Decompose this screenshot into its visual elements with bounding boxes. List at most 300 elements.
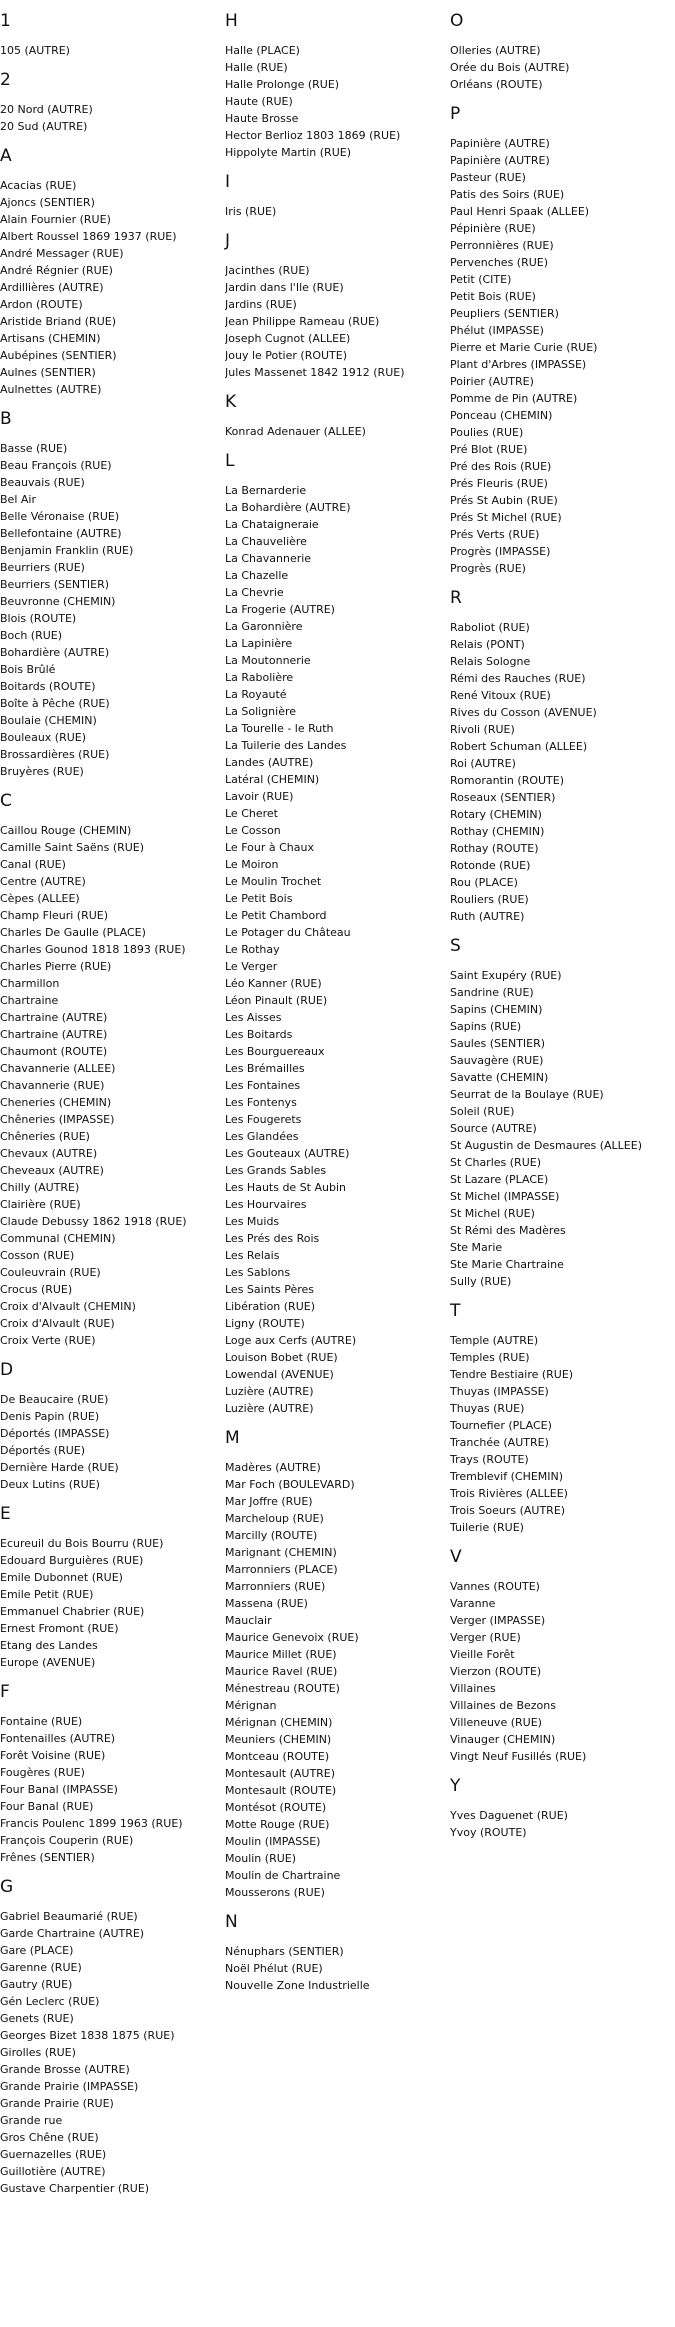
street-item[interactable]: Motte Rouge (RUE) [225,1818,330,1831]
street-item[interactable]: La Tourelle - le Ruth [225,722,334,735]
street-item[interactable]: Pré des Rois (RUE) [450,460,552,473]
street-item[interactable]: Les Grands Sables [225,1164,327,1177]
street-item[interactable]: Chartraine [0,994,59,1007]
street-item[interactable]: Vieille Forêt [450,1648,515,1661]
street-item[interactable]: Le Verger [225,960,278,973]
street-item[interactable]: La Frogerie (AUTRE) [225,603,335,616]
street-item[interactable]: Plant d'Arbres (IMPASSE) [450,358,587,371]
street-item[interactable]: Deux Lutins (RUE) [0,1478,100,1491]
street-item[interactable]: Les Glandées [225,1130,299,1143]
street-item[interactable]: Les Sablons [225,1266,291,1279]
street-item[interactable]: La Bernarderie [225,484,307,497]
street-item[interactable]: Les Fontenys [225,1096,297,1109]
street-item[interactable]: Maurice Ravel (RUE) [225,1665,338,1678]
street-item[interactable]: Jules Massenet 1842 1912 (RUE) [225,366,405,379]
street-item[interactable]: Moulin (RUE) [225,1852,297,1865]
street-item[interactable]: Halle (PLACE) [225,44,300,57]
street-item[interactable]: Petit (CITE) [450,273,512,286]
street-item[interactable]: Savatte (CHEMIN) [450,1071,549,1084]
street-item[interactable]: La Chazelle [225,569,289,582]
street-item[interactable]: Le Moulin Trochet [225,875,322,888]
street-item[interactable]: Aulnettes (AUTRE) [0,383,102,396]
street-item[interactable]: Relais Sologne [450,655,531,668]
street-item[interactable]: Four Banal (IMPASSE) [0,1783,118,1796]
street-item[interactable]: Trois Rivières (ALLEE) [450,1487,568,1500]
street-item[interactable]: Orléans (ROUTE) [450,78,543,91]
street-item[interactable]: Cheveaux (AUTRE) [0,1164,104,1177]
street-item[interactable]: Ernest Fromont (RUE) [0,1622,119,1635]
street-item[interactable]: Seurrat de la Boulaye (RUE) [450,1088,604,1101]
street-item[interactable]: Latéral (CHEMIN) [225,773,320,786]
street-item[interactable]: Emile Petit (RUE) [0,1588,94,1601]
street-item[interactable]: Mérignan [225,1699,277,1712]
street-item[interactable]: Le Petit Bois [225,892,293,905]
street-item[interactable]: Les Muids [225,1215,280,1228]
street-item[interactable]: Jean Philippe Rameau (RUE) [225,315,380,328]
street-item[interactable]: Marignant (CHEMIN) [225,1546,337,1559]
street-item[interactable]: La Rabolière [225,671,294,684]
street-item[interactable]: Maurice Genevoix (RUE) [225,1631,359,1644]
street-item[interactable]: Ajoncs (SENTIER) [0,196,95,209]
street-item[interactable]: Le Moiron [225,858,279,871]
street-item[interactable]: Robert Schuman (ALLEE) [450,740,588,753]
street-item[interactable]: Etang des Landes [0,1639,98,1652]
street-item[interactable]: La Lapinière [225,637,293,650]
street-item[interactable]: Chavannerie (RUE) [0,1079,105,1092]
street-item[interactable]: Rivoli (RUE) [450,723,515,736]
street-item[interactable]: Pasteur (RUE) [450,171,526,184]
street-item[interactable]: La Solignière [225,705,297,718]
street-item[interactable]: Emmanuel Chabrier (RUE) [0,1605,145,1618]
street-item[interactable]: Montésot (ROUTE) [225,1801,327,1814]
street-item[interactable]: Le Potager du Château [225,926,351,939]
street-item[interactable]: Pépinière (RUE) [450,222,536,235]
street-item[interactable]: Edouard Burguières (RUE) [0,1554,144,1567]
street-item[interactable]: Pomme de Pin (AUTRE) [450,392,578,405]
street-item[interactable]: Jouy le Potier (ROUTE) [225,349,348,362]
street-item[interactable]: Europe (AVENUE) [0,1656,96,1669]
street-item[interactable]: Brossardières (RUE) [0,748,110,761]
letter-section [0,408,222,780]
street-item[interactable]: Chevaux (AUTRE) [0,1147,98,1160]
street-item[interactable]: Sapins (CHEMIN) [450,1003,543,1016]
street-item[interactable]: Claude Debussy 1862 1918 (RUE) [0,1215,187,1228]
street-item[interactable]: Mauclair [225,1614,272,1627]
street-item[interactable]: La Chauvelière [225,535,307,548]
street-item[interactable]: Pervenches (RUE) [450,256,549,269]
street-item[interactable]: Guernazelles (RUE) [0,2148,107,2161]
street-item[interactable]: Soleil (RUE) [450,1105,515,1118]
street-item[interactable]: Sully (RUE) [450,1275,512,1288]
street-item[interactable]: Ste Marie [450,1241,503,1254]
street-item[interactable]: St Michel (RUE) [450,1207,535,1220]
street-item[interactable]: Rothay (CHEMIN) [450,825,545,838]
street-item[interactable]: Bois Brûlé [0,663,56,676]
street-item[interactable]: Genets (RUE) [0,2012,74,2025]
street-item[interactable]: Les Saints Pères [225,1283,315,1296]
street-item[interactable]: St Lazare (PLACE) [450,1173,549,1186]
street-item[interactable]: Noël Phélut (RUE) [225,1962,323,1975]
street-item[interactable]: Aubépines (SENTIER) [0,349,117,362]
street-item[interactable]: La Moutonnerie [225,654,311,667]
street-item[interactable]: Poirier (AUTRE) [450,375,534,388]
street-item[interactable]: Emile Dubonnet (RUE) [0,1571,123,1584]
street-item[interactable]: Les Boitards [225,1028,293,1041]
street-item[interactable]: Caillou Rouge (CHEMIN) [0,824,132,837]
street-item[interactable]: Ardon (ROUTE) [0,298,83,311]
street-item[interactable]: Relais (PONT) [450,638,525,651]
street-item[interactable]: Le Cosson [225,824,281,837]
street-item[interactable]: Saint Exupéry (RUE) [450,969,562,982]
street-item[interactable]: 20 Nord (AUTRE) [0,103,93,116]
street-item[interactable]: Bellefontaine (AUTRE) [0,527,122,540]
street-item[interactable]: Croix Verte (RUE) [0,1334,96,1347]
street-item[interactable]: St Rémi des Madères [450,1224,566,1237]
street-item[interactable]: Konrad Adenauer (ALLEE) [225,425,366,438]
street-item[interactable]: Couleuvrain (RUE) [0,1266,101,1279]
street-item[interactable]: Charles Gounod 1818 1893 (RUE) [0,943,186,956]
street-item[interactable]: Raboliot (RUE) [450,621,530,634]
street-item[interactable]: Chartraine (AUTRE) [0,1011,108,1024]
street-item[interactable]: Beuvronne (CHEMIN) [0,595,116,608]
street-item[interactable]: Prés St Aubin (RUE) [450,494,558,507]
street-item[interactable]: Fontaine (RUE) [0,1715,83,1728]
street-item[interactable]: La Chataigneraie [225,518,319,531]
street-item[interactable]: Les Gouteaux (AUTRE) [225,1147,350,1160]
street-item[interactable]: Verger (RUE) [450,1631,521,1644]
street-item[interactable]: Marcheloup (RUE) [225,1512,324,1525]
street-item[interactable]: Chêneries (IMPASSE) [0,1113,115,1126]
street-item[interactable]: Denis Papin (RUE) [0,1410,100,1423]
street-item[interactable]: Ste Marie Chartraine [450,1258,564,1271]
street-item[interactable]: Francis Poulenc 1899 1963 (RUE) [0,1817,183,1830]
street-item[interactable]: Landes (AUTRE) [225,756,314,769]
street-item[interactable]: Olleries (AUTRE) [450,44,541,57]
street-item[interactable]: Marronniers (PLACE) [225,1563,338,1576]
street-item[interactable]: La Bohardière (AUTRE) [225,501,351,514]
street-item[interactable]: Benjamin Franklin (RUE) [0,544,134,557]
street-item[interactable]: Lowendal (AVENUE) [225,1368,334,1381]
street-item[interactable]: Peupliers (SENTIER) [450,307,559,320]
street-item[interactable]: Thuyas (RUE) [450,1402,525,1415]
street-item[interactable]: Gautry (RUE) [0,1978,73,1991]
street-item[interactable]: Pré Blot (RUE) [450,443,528,456]
street-item[interactable]: Maurice Millet (RUE) [225,1648,337,1661]
street-item[interactable]: Jardins (RUE) [225,298,297,311]
street-item[interactable]: Papinière (AUTRE) [450,154,550,167]
street-item[interactable]: Boitards (ROUTE) [0,680,96,693]
street-item[interactable]: Four Banal (RUE) [0,1800,94,1813]
street-item[interactable]: Grande Brosse (AUTRE) [0,2063,130,2076]
street-item[interactable]: Pierre et Marie Curie (RUE) [450,341,598,354]
street-item[interactable]: Charmillon [0,977,60,990]
street-item[interactable]: Phélut (IMPASSE) [450,324,544,337]
street-item[interactable]: Yvoy (ROUTE) [450,1826,527,1839]
letter-section [0,1876,222,2197]
street-item[interactable]: Cèpes (ALLEE) [0,892,80,905]
street-item[interactable]: Garde Chartraine (AUTRE) [0,1927,145,1940]
street-item[interactable]: Madères (AUTRE) [225,1461,321,1474]
street-item[interactable]: Camille Saint Saëns (RUE) [0,841,145,854]
street-item[interactable]: Massena (RUE) [225,1597,308,1610]
street-item[interactable]: Yves Daguenet (RUE) [450,1809,568,1822]
street-item[interactable]: Boulaie (CHEMIN) [0,714,97,727]
street-item[interactable]: Jardin dans l'Ile (RUE) [225,281,344,294]
street-item[interactable]: Vannes (ROUTE) [450,1580,540,1593]
street-item[interactable]: Léo Kanner (RUE) [225,977,322,990]
street-item[interactable]: Trois Soeurs (AUTRE) [450,1504,566,1517]
street-item[interactable]: Villeneuve (RUE) [450,1716,542,1729]
street-item[interactable]: Moulin de Chartraine [225,1869,341,1882]
street-item[interactable]: La Tuilerie des Landes [225,739,347,752]
street-item[interactable]: Libération (RUE) [225,1300,315,1313]
street-item[interactable]: Papinière (AUTRE) [450,137,550,150]
street-item[interactable]: Rou (PLACE) [450,876,518,889]
street-item[interactable]: Croix d'Alvault (RUE) [0,1317,115,1330]
street-item[interactable]: Orée du Bois (AUTRE) [450,61,570,74]
street-item[interactable]: 20 Sud (AUTRE) [0,120,88,133]
street-item[interactable]: Perronnières (RUE) [450,239,554,252]
street-item[interactable]: Grande Prairie (RUE) [0,2097,114,2110]
street-item[interactable]: Rotonde (RUE) [450,859,531,872]
street-item[interactable]: Jacinthes (RUE) [225,264,310,277]
street-item[interactable]: Mérignan (CHEMIN) [225,1716,333,1729]
street-item[interactable]: Georges Bizet 1838 1875 (RUE) [0,2029,175,2042]
street-item[interactable]: Sandrine (RUE) [450,986,534,999]
street-item[interactable]: Rothay (ROUTE) [450,842,539,855]
street-item[interactable]: Cosson (RUE) [0,1249,75,1262]
street-item[interactable]: Vierzon (ROUTE) [450,1665,542,1678]
street-item[interactable]: Varanne [450,1597,496,1610]
street-item[interactable]: Chêneries (RUE) [0,1130,90,1143]
street-item[interactable]: Rotary (CHEMIN) [450,808,542,821]
street-item[interactable]: Blois (ROUTE) [0,612,77,625]
street-item[interactable]: Tremblevif (CHEMIN) [450,1470,564,1483]
street-item[interactable]: Source (AUTRE) [450,1122,537,1135]
street-item[interactable]: Communal (CHEMIN) [0,1232,116,1245]
street-item[interactable]: Fougères (RUE) [0,1766,85,1779]
street-item[interactable]: Le Petit Chambord [225,909,327,922]
street-item[interactable]: Sauvagère (RUE) [450,1054,544,1067]
street-item[interactable]: Canal (RUE) [0,858,66,871]
street-item[interactable]: Tournefier (PLACE) [450,1419,552,1432]
street-item[interactable]: Grande Prairie (IMPASSE) [0,2080,139,2093]
street-item[interactable]: Charles De Gaulle (PLACE) [0,926,146,939]
street-item[interactable]: Ruth (AUTRE) [450,910,525,923]
street-item[interactable]: Bruyères (RUE) [0,765,84,778]
street-item[interactable]: Mar Foch (BOULEVARD) [225,1478,355,1491]
street-item[interactable]: Beurriers (SENTIER) [0,578,110,591]
street-item[interactable]: Bohardière (AUTRE) [0,646,110,659]
street-item[interactable]: Nénuphars (SENTIER) [225,1945,344,1958]
street-item[interactable]: Haute (RUE) [225,95,293,108]
street-item[interactable]: Basse (RUE) [0,442,68,455]
street-item[interactable]: Lavoir (RUE) [225,790,294,803]
street-item[interactable]: Léon Pinault (RUE) [225,994,328,1007]
street-item[interactable]: Garenne (RUE) [0,1961,82,1974]
street-item[interactable]: Trays (ROUTE) [450,1453,529,1466]
street-item[interactable]: Thuyas (IMPASSE) [450,1385,549,1398]
street-item[interactable]: André Messager (RUE) [0,247,124,260]
street-item[interactable]: Artisans (CHEMIN) [0,332,101,345]
street-item[interactable]: Louison Bobet (RUE) [225,1351,338,1364]
street-item[interactable]: Dernière Harde (RUE) [0,1461,119,1474]
street-item[interactable]: La Garonnière [225,620,303,633]
street-item[interactable]: Acacias (RUE) [0,179,77,192]
street-item[interactable]: Nouvelle Zone Industrielle [225,1979,370,1992]
street-item[interactable]: Déportés (RUE) [0,1444,86,1457]
street-item[interactable]: Déportés (IMPASSE) [0,1427,110,1440]
street-item[interactable]: Aristide Briand (RUE) [0,315,116,328]
street-item[interactable]: Patis des Soirs (RUE) [450,188,565,201]
street-item[interactable]: St Augustin de Desmaures (ALLEE) [450,1139,642,1152]
street-item[interactable]: André Régnier (RUE) [0,264,113,277]
street-item[interactable]: Grande rue [0,2114,63,2127]
street-item[interactable]: Verger (IMPASSE) [450,1614,546,1627]
street-item[interactable]: Halle (RUE) [225,61,288,74]
street-item[interactable]: La Chavannerie [225,552,312,565]
street-item[interactable]: Aulnes (SENTIER) [0,366,96,379]
street-item[interactable]: Les Fontaines [225,1079,301,1092]
street-item[interactable]: Tranchée (AUTRE) [450,1436,549,1449]
street-item[interactable]: Les Hauts de St Aubin [225,1181,346,1194]
street-item[interactable]: Prés Fleuris (RUE) [450,477,548,490]
street-item[interactable]: La Chevrie [225,586,284,599]
street-item[interactable]: Chilly (AUTRE) [0,1181,80,1194]
street-item[interactable]: François Couperin (RUE) [0,1834,134,1847]
street-item[interactable]: Rouliers (RUE) [450,893,529,906]
street-item[interactable]: Belle Véronaise (RUE) [0,510,120,523]
street-item[interactable]: Mousserons (RUE) [225,1886,325,1899]
street-item[interactable]: Guillotière (AUTRE) [0,2165,106,2178]
street-item[interactable]: Luzière (AUTRE) [225,1385,314,1398]
street-item[interactable]: Le Four à Chaux [225,841,314,854]
street-item[interactable]: Marronniers (RUE) [225,1580,326,1593]
street-item[interactable]: Meuniers (CHEMIN) [225,1733,332,1746]
street-item[interactable]: Bel Air [0,493,36,506]
street-item[interactable]: Bouleaux (RUE) [0,731,87,744]
street-item[interactable]: Temple (AUTRE) [450,1334,539,1347]
street-item[interactable]: Rives du Cosson (AVENUE) [450,706,597,719]
street-item[interactable]: Les Brémailles [225,1062,305,1075]
street-item[interactable]: Mar Joffre (RUE) [225,1495,313,1508]
street-item[interactable]: Iris (RUE) [225,205,277,218]
street-item[interactable]: Progrès (IMPASSE) [450,545,551,558]
street-item[interactable]: Prés Verts (RUE) [450,528,540,541]
street-item[interactable]: Moulin (IMPASSE) [225,1835,321,1848]
street-item[interactable]: La Royauté [225,688,287,701]
street-item[interactable]: Clairière (RUE) [0,1198,81,1211]
street-item[interactable]: Les Relais [225,1249,280,1262]
street-item[interactable]: Les Bourguereaux [225,1045,325,1058]
street-item[interactable]: Beauvais (RUE) [0,476,85,489]
street-item[interactable]: Centre (AUTRE) [0,875,86,888]
street-item[interactable]: Marcilly (ROUTE) [225,1529,318,1542]
street-item[interactable]: Albert Roussel 1869 1937 (RUE) [0,230,177,243]
street-item[interactable]: René Vitoux (RUE) [450,689,551,702]
street-item[interactable]: Gare (PLACE) [0,1944,74,1957]
street-item[interactable]: Crocus (RUE) [0,1283,73,1296]
street-item[interactable]: Sapins (RUE) [450,1020,522,1033]
street-item[interactable]: Le Rothay [225,943,280,956]
street-item[interactable]: De Beaucaire (RUE) [0,1393,109,1406]
street-item[interactable]: Le Cheret [225,807,278,820]
street-item[interactable]: St Charles (RUE) [450,1156,541,1169]
street-item[interactable]: Hippolyte Martin (RUE) [225,146,351,159]
street-item[interactable]: Paul Henri Spaak (ALLEE) [450,205,590,218]
street-item[interactable]: Romorantin (ROUTE) [450,774,565,787]
street-item[interactable]: Ménestreau (ROUTE) [225,1682,340,1695]
street-item[interactable]: Gén Leclerc (RUE) [0,1995,100,2008]
street-item[interactable]: Les Prés des Rois [225,1232,320,1245]
street-item[interactable]: Vingt Neuf Fusillés (RUE) [450,1750,587,1763]
street-item[interactable]: Rémi des Rauches (RUE) [450,672,586,685]
street-item[interactable]: Montesault (ROUTE) [225,1784,337,1797]
street-item[interactable]: Roseaux (SENTIER) [450,791,556,804]
street-item[interactable]: Prés St Michel (RUE) [450,511,562,524]
street-item[interactable]: Montesault (AUTRE) [225,1767,336,1780]
street-item[interactable]: Charles Pierre (RUE) [0,960,112,973]
street-item[interactable]: Ligny (ROUTE) [225,1317,305,1330]
street-item[interactable]: Alain Fournier (RUE) [0,213,111,226]
street-item[interactable]: Forêt Voisine (RUE) [0,1749,106,1762]
street-item[interactable]: Frênes (SENTIER) [0,1851,95,1864]
street-item[interactable]: Petit Bois (RUE) [450,290,536,303]
street-item[interactable]: Villaines [450,1682,496,1695]
street-item[interactable]: Fontenailles (AUTRE) [0,1732,116,1745]
street-item[interactable]: Hector Berlioz 1803 1869 (RUE) [225,129,401,142]
street-item[interactable]: Gros Chêne (RUE) [0,2131,99,2144]
street-item[interactable]: Halle Prolonge (RUE) [225,78,340,91]
street-item[interactable]: St Michel (IMPASSE) [450,1190,560,1203]
street-item[interactable]: Progrès (RUE) [450,562,526,575]
street-item[interactable]: Girolles (RUE) [0,2046,76,2059]
street-item[interactable]: Gabriel Beaumarié (RUE) [0,1910,138,1923]
street-item[interactable]: Les Hourvaires [225,1198,307,1211]
street-item[interactable]: Champ Fleuri (RUE) [0,909,109,922]
street-item[interactable]: Boîte à Pêche (RUE) [0,697,110,710]
street-item[interactable]: Chartraine (AUTRE) [0,1028,108,1041]
street-item[interactable]: Ardillières (AUTRE) [0,281,104,294]
street-item[interactable]: Cheneries (CHEMIN) [0,1096,112,1109]
street-item[interactable]: Les Aisses [225,1011,282,1024]
street-item[interactable]: Saules (SENTIER) [450,1037,546,1050]
street-item[interactable]: Ponceau (CHEMIN) [450,409,553,422]
street-item[interactable]: Chaumont (ROUTE) [0,1045,108,1058]
street-item[interactable]: Ecureuil du Bois Bourru (RUE) [0,1537,164,1550]
street-item[interactable]: Montceau (ROUTE) [225,1750,330,1763]
street-item[interactable]: Chavannerie (ALLEE) [0,1062,116,1075]
street-item[interactable]: Poulies (RUE) [450,426,524,439]
street-item[interactable]: Croix d'Alvault (CHEMIN) [0,1300,136,1313]
street-item[interactable]: Tuilerie (RUE) [450,1521,524,1534]
street-item[interactable]: Haute Brosse [225,112,299,125]
street-item[interactable]: Temples (RUE) [450,1351,530,1364]
street-item[interactable]: Roi (AUTRE) [450,757,516,770]
street-item[interactable]: Gustave Charpentier (RUE) [0,2182,150,2195]
street-item[interactable]: Boch (RUE) [0,629,63,642]
street-item[interactable]: Loge aux Cerfs (AUTRE) [225,1334,357,1347]
street-item[interactable]: Beurriers (RUE) [0,561,85,574]
street-item[interactable]: Les Fougerets [225,1113,302,1126]
street-item[interactable]: Luzière (AUTRE) [225,1402,314,1415]
street-item[interactable]: Vinauger (CHEMIN) [450,1733,556,1746]
street-item[interactable]: 105 (AUTRE) [0,44,70,57]
street-item[interactable]: Beau François (RUE) [0,459,112,472]
street-item[interactable]: Tendre Bestiaire (RUE) [450,1368,574,1381]
street-item[interactable]: Joseph Cugnot (ALLEE) [225,332,351,345]
street-item[interactable]: Villaines de Bezons [450,1699,556,1712]
